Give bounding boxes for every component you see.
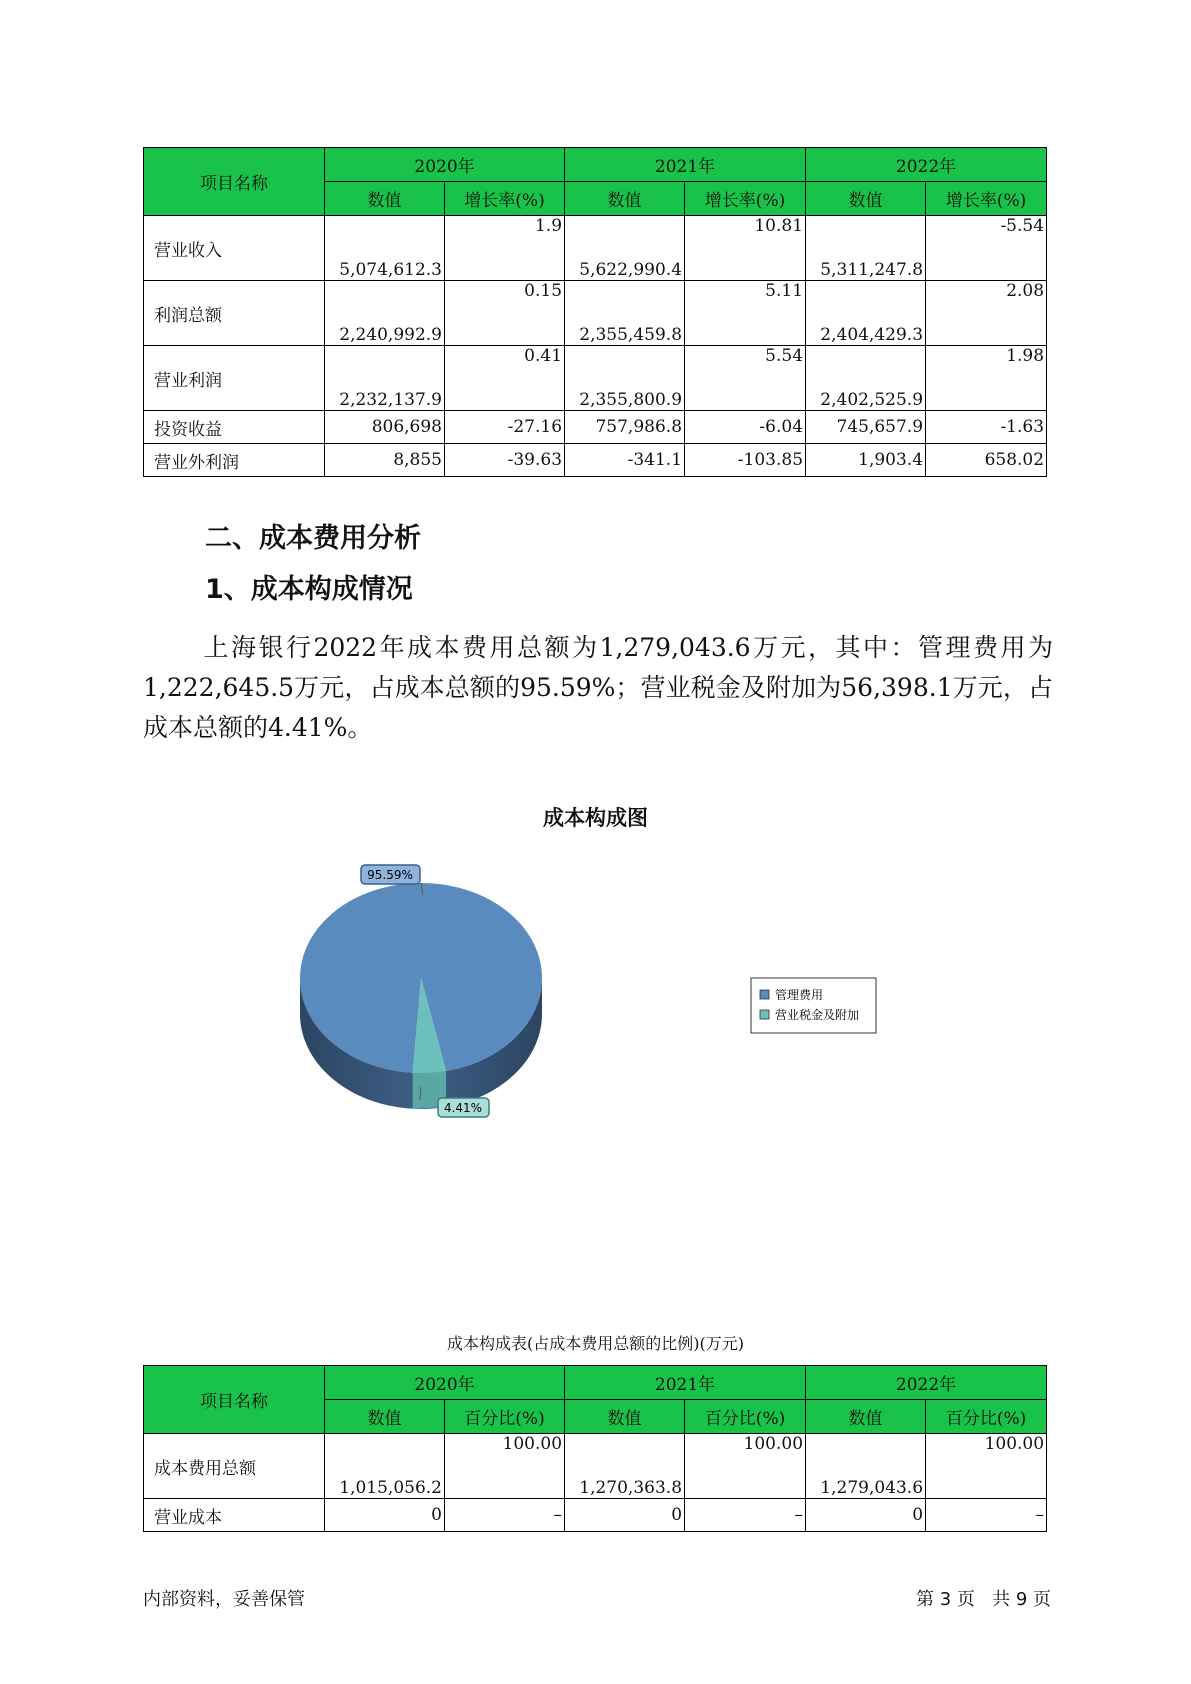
header-year: 2022年 (806, 148, 1047, 182)
cell-value: 2,355,459.8 (565, 281, 685, 346)
header-pct: 百分比(%) (445, 1400, 565, 1434)
cell-pct: 100.00 (445, 1434, 565, 1499)
cell-value: 1,903.4 (806, 444, 926, 477)
cell-value: 0 (565, 1499, 685, 1532)
section-heading: 二、成本费用分析 (205, 523, 421, 554)
cell-value: 5,622,990.4 (565, 216, 685, 281)
row-name: 利润总额 (144, 281, 325, 346)
row-name: 营业外利润 (144, 444, 325, 477)
paragraph-text: 上海银行2022年成本费用总额为1,279,043.6万元，其中：管理费用为1,222,645.5万元，占成本总额的95.59%；营业税金及附加为56,398.1万元，占成本总额的4.41%。 (143, 633, 1053, 742)
header-year: 2021年 (565, 1366, 806, 1400)
row-name: 营业成本 (144, 1499, 325, 1532)
cell-value: 0 (806, 1499, 926, 1532)
cell-rate: 1.98 (926, 346, 1047, 411)
section-subheading: 1、成本构成情况 (205, 574, 413, 605)
cell-rate: 10.81 (685, 216, 806, 281)
legend-label: 营业税金及附加 (775, 1008, 860, 1022)
header-name: 项目名称 (144, 1366, 325, 1434)
header-value: 数值 (806, 1400, 926, 1434)
footer-left: 内部资料，妥善保管 (143, 1589, 305, 1610)
cell-rate: -103.85 (685, 444, 806, 477)
table-caption: 成本构成表(占成本费用总额的比例)(万元) (447, 1334, 744, 1353)
header-value: 数值 (565, 182, 685, 216)
cell-rate: 5.54 (685, 346, 806, 411)
cell-rate: 0.41 (445, 346, 565, 411)
cell-value: 2,232,137.9 (325, 346, 445, 411)
header-value: 数值 (325, 1400, 445, 1434)
cell-pct: – (685, 1499, 806, 1532)
cell-value: 8,855 (325, 444, 445, 477)
cell-rate: -39.63 (445, 444, 565, 477)
cell-rate: -6.04 (685, 411, 806, 444)
cell-value: 2,355,800.9 (565, 346, 685, 411)
legend-swatch (760, 1010, 769, 1019)
cell-value: 2,240,992.9 (325, 281, 445, 346)
cell-value: 5,311,247.8 (806, 216, 926, 281)
legend-box (751, 978, 876, 1033)
header-value: 数值 (565, 1400, 685, 1434)
header-pct: 百分比(%) (926, 1400, 1047, 1434)
cell-rate: -27.16 (445, 411, 565, 444)
cell-value: 1,270,363.8 (565, 1434, 685, 1499)
cell-rate: 658.02 (926, 444, 1047, 477)
header-year: 2020年 (325, 1366, 565, 1400)
cell-pct: 100.00 (926, 1434, 1047, 1499)
cell-value: 745,657.9 (806, 411, 926, 444)
cell-value: 757,986.8 (565, 411, 685, 444)
chart-title: 成本构成图 (543, 806, 648, 830)
cell-value: 2,402,525.9 (806, 346, 926, 411)
row-name: 投资收益 (144, 411, 325, 444)
header-rate: 增长率(%) (685, 182, 806, 216)
row-name: 营业收入 (144, 216, 325, 281)
data-label: 95.59% (367, 868, 413, 882)
cell-value: 2,404,429.3 (806, 281, 926, 346)
data-label: 4.41% (443, 1101, 483, 1115)
table-row (144, 1499, 1047, 1532)
table-row (144, 1434, 1047, 1499)
cost-table (143, 1365, 1047, 1532)
header-rate: 增长率(%) (926, 182, 1047, 216)
header-year: 2021年 (565, 148, 806, 182)
cell-value: 806,698 (325, 411, 445, 444)
header-year: 2020年 (325, 148, 565, 182)
header-name: 项目名称 (144, 148, 325, 216)
row-name: 成本费用总额 (144, 1434, 325, 1499)
footer-page: 第 3 页 共 9 页 (916, 1589, 1051, 1610)
legend-label: 管理费用 (775, 988, 824, 1002)
row-name: 营业利润 (144, 346, 325, 411)
legend-swatch (760, 990, 769, 999)
cell-rate: 0.15 (445, 281, 565, 346)
cell-value: 0 (325, 1499, 445, 1532)
cell-rate: 2.08 (926, 281, 1047, 346)
cell-rate: -5.54 (926, 216, 1047, 281)
cell-value: 1,279,043.6 (806, 1434, 926, 1499)
cell-pct: 100.00 (685, 1434, 806, 1499)
cell-pct: – (445, 1499, 565, 1532)
cell-rate: 1.9 (445, 216, 565, 281)
header-pct: 百分比(%) (685, 1400, 806, 1434)
cell-value: -341.1 (565, 444, 685, 477)
header-rate: 增长率(%) (445, 182, 565, 216)
header-value: 数值 (806, 182, 926, 216)
header-value: 数值 (325, 182, 445, 216)
cell-pct: – (926, 1499, 1047, 1532)
header-year: 2022年 (806, 1366, 1047, 1400)
cell-value: 1,015,056.2 (325, 1434, 445, 1499)
cell-rate: 5.11 (685, 281, 806, 346)
cell-value: 5,074,612.3 (325, 216, 445, 281)
cell-rate: -1.63 (926, 411, 1047, 444)
